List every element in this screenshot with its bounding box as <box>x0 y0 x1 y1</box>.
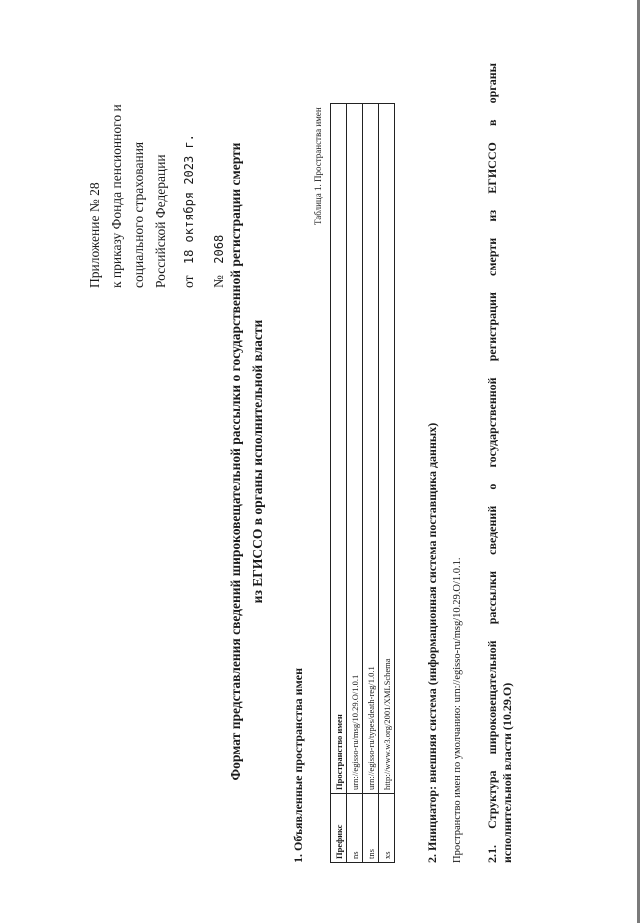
appendix-line-3: социального страхования <box>131 141 146 288</box>
column-header: Пространство имен <box>331 104 347 794</box>
table-cell: xs <box>379 794 395 863</box>
page-title-line-1: Формат представления сведений широковещательной рассылки о государственной регистрации смерти <box>228 142 243 781</box>
table-row <box>379 104 395 863</box>
date-value: 18 октября 2023 г. <box>182 134 196 265</box>
section-2-heading: 2. Инициатор: внешняя система (информационная система поставщика данных) <box>425 422 439 863</box>
section-2-1-heading-line-2: исполнительной власти (10.29.O) <box>500 682 514 863</box>
table-cell: http://www.w3.org/2001/XMLSchema <box>379 104 395 794</box>
table-cell: urn://egisso-ru/types/death-reg/1.0.1 <box>363 104 379 794</box>
appendix-line-4: Российской Федерации <box>153 154 168 288</box>
page-title-line-2: из ЕГИССО в органы исполнительной власти <box>250 319 265 604</box>
appendix-number <box>212 235 226 288</box>
column-header: Префикс <box>331 794 347 863</box>
table-cell: tns <box>363 794 379 863</box>
table-row <box>347 104 363 863</box>
table-header-row <box>331 104 347 863</box>
number-value: 2068 <box>212 234 226 264</box>
appendix-date <box>182 134 196 288</box>
appendix-line-2: к приказу Фонда пенсионного и <box>109 104 124 288</box>
table-cell: urn://egisso-ru/msg/10.29.O/1.0.1 <box>347 104 363 794</box>
appendix-line-1: Приложение № 28 <box>87 182 102 288</box>
table-row <box>363 104 379 863</box>
table-caption: Таблица 1. Пространства имен <box>313 107 323 225</box>
section-2-1-heading-line-1: 2.1. Структура широковещательной рассылки сведений о государственной регистрации смерти из ЕГИССО в органы <box>485 63 499 863</box>
table-cell: ns <box>347 794 363 863</box>
date-prefix: от <box>181 275 196 288</box>
default-namespace-text: Пространство имен по умолчанию: urn://egisso-ru/msg/10.29.O/1.0.1. <box>452 557 463 863</box>
namespaces-table <box>330 103 395 863</box>
section-1-heading: 1. Объявленные пространства имен <box>291 668 305 863</box>
number-prefix: № <box>211 275 226 288</box>
